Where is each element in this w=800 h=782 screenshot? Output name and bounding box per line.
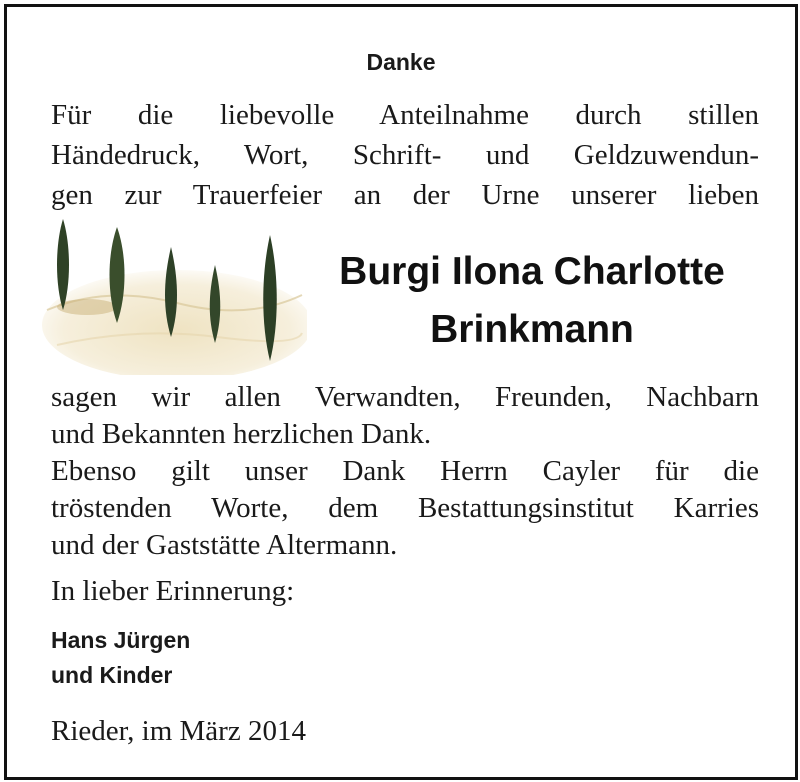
signers [51,623,190,693]
body-line: Ebenso gilt unser Dank Herrn Cayler für die [51,455,759,487]
deceased-name-line1: Burgi Ilona Charlotte [339,250,725,293]
intro-line: Händedruck, Wort, Schrift- und Geldzuwendun- [51,139,759,171]
cypress-landscape-icon [37,215,307,375]
body-line: und der Gaststätte Altermann. [51,529,398,561]
thanks-paragraph [51,379,759,564]
body-line: und Bekannten herzlichen Dank. [51,418,432,450]
intro-line: gen zur Trauerfeier an der Urne unserer lieben [51,179,759,211]
body-line: tröstenden Worte, dem Bestattungsinstitut Karries [51,492,759,524]
intro-paragraph [51,95,759,215]
deceased-name-line2: Brinkmann [430,308,634,351]
obituary-notice [4,4,798,780]
deceased-name [297,243,767,359]
intro-line: Für die liebevolle Anteilnahme durch stillen [51,99,759,131]
heading: Danke [366,49,436,75]
body-line: sagen wir allen Verwandten, Freunden, Nachbarn [51,381,759,413]
place-date: Rieder, im März 2014 [51,715,306,747]
signer-line: Hans Jürgen [51,627,191,653]
memory-line: In lieber Erinnerung: [51,575,295,607]
signer-line: und Kinder [51,662,173,688]
